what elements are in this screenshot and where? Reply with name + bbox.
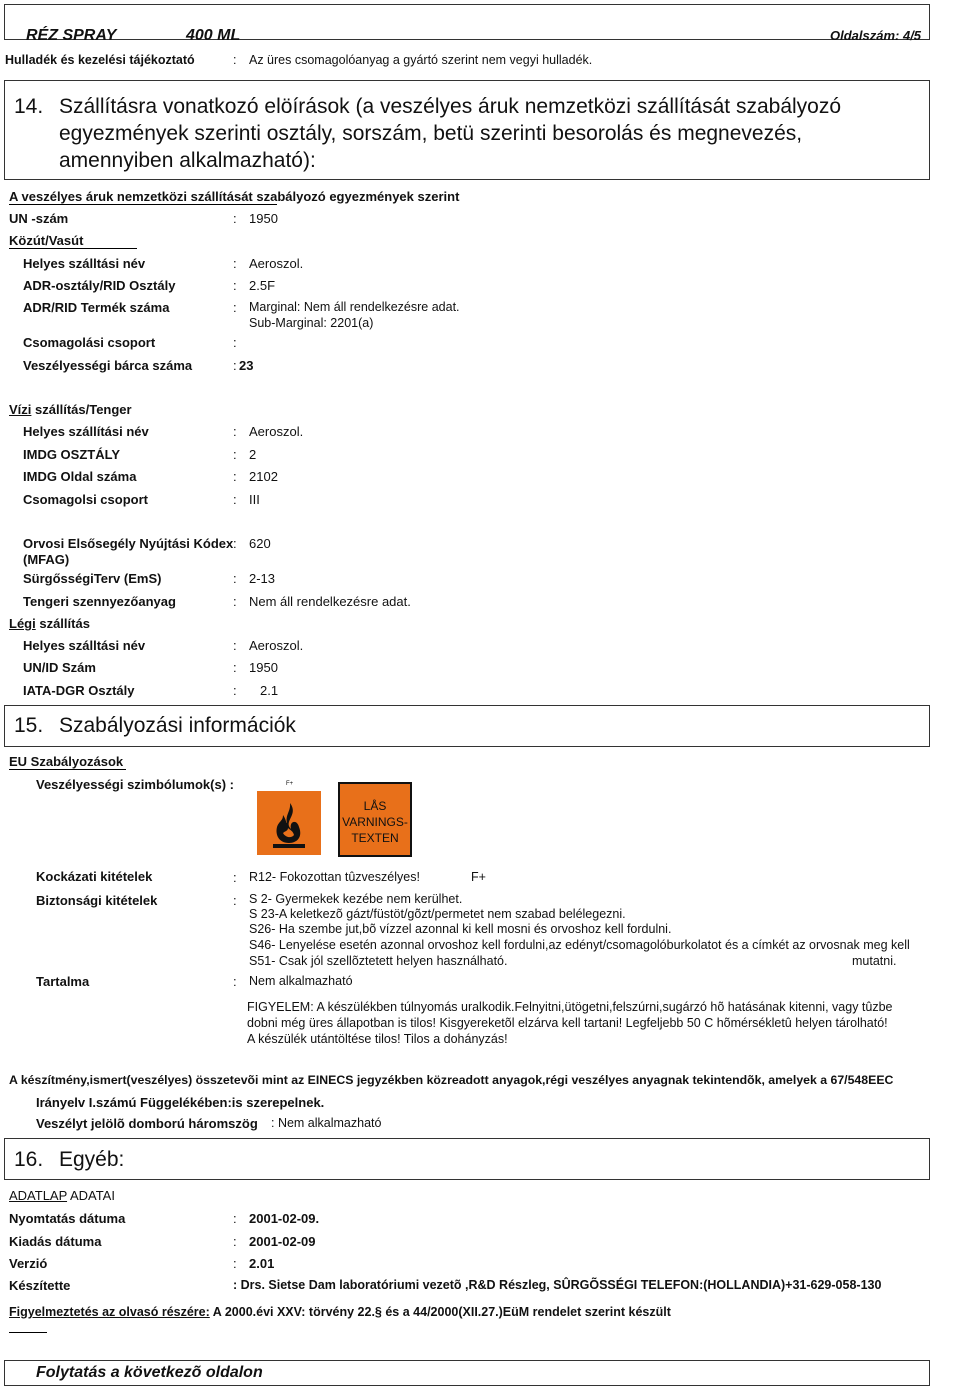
mfag-label-2: (MFAG) xyxy=(23,552,70,567)
air-label-name: Helyes szálltási név xyxy=(23,638,146,653)
colon: : xyxy=(233,660,237,675)
colon: : xyxy=(233,424,237,439)
road-value-submarginal: Sub-Marginal: 2201(a) xyxy=(249,316,374,330)
colon: : xyxy=(233,278,237,293)
sea-label-packing: Csomagolsi csoport xyxy=(23,492,148,507)
triangle-label: Veszélyt jelölõ domború háromszög xyxy=(36,1116,258,1131)
section-15-title: Szabályozási információk xyxy=(59,714,296,737)
version-value: 2.01 xyxy=(249,1256,275,1271)
road-value-marginal: Marginal: Nem áll rendelkezésre adat. xyxy=(249,300,460,314)
risk-label: Kockázati kitételek xyxy=(36,869,153,884)
colon: : xyxy=(233,256,237,271)
warning-label-line2: VARNINGS- xyxy=(342,815,408,829)
data-heading xyxy=(9,1188,115,1203)
warning-label-line3: TEXTEN xyxy=(351,831,399,845)
colon: : xyxy=(233,358,237,373)
short-rule xyxy=(9,1332,47,1333)
colon: : xyxy=(233,492,237,507)
waste-colon: : xyxy=(233,53,237,67)
section-14-intro: A veszélyes áruk nemzetközi szállítását szabályozó egyezmények szerint xyxy=(9,189,460,204)
safety-line-2: S 23-A keletkezõ gázt/füstöt/gõzt/permetet nem szabad belélegezni. xyxy=(249,907,626,921)
content-value: Nem alkalmazható xyxy=(249,974,353,988)
pictogram-code: F+ xyxy=(286,781,294,787)
colon: : xyxy=(233,974,237,989)
intro-underline xyxy=(9,204,277,205)
road-value-class: 2.5F xyxy=(249,278,276,293)
waste-label: Hulladék és kezelési tájékoztató xyxy=(5,53,195,67)
reader-notice-b: A 2000.évi XXV: törvény 22.§ és a 44/2000(XII.27.)EüM rendelet szerint készült xyxy=(209,1305,671,1319)
risk-code: F+ xyxy=(471,870,486,884)
colon: : xyxy=(233,870,237,885)
colon: : xyxy=(233,571,237,586)
safety-line-3: S26- Ha szembe jut,bõ vízzel azonnal ki kell mosni és orvoshoz kell fordulni. xyxy=(249,922,672,936)
safety-label: Biztonsági kitételek xyxy=(36,893,158,908)
sea-label-class: IMDG OSZTÁLY xyxy=(23,447,121,462)
print-date-value: 2001-02-09. xyxy=(249,1211,320,1226)
colon: : xyxy=(233,1256,237,1271)
sea-heading xyxy=(9,402,132,417)
air-label-unid: UN/ID Szám xyxy=(23,660,96,675)
road-heading-underline xyxy=(9,248,137,249)
symbols-label: Veszélyességi szimbólumok(s) : xyxy=(36,777,234,792)
colon: : xyxy=(233,683,237,698)
section-16-title: Egyéb: xyxy=(59,1148,125,1171)
safety-tail: mutatni. xyxy=(852,954,897,968)
safety-line-4: S46- Lenyelése esetén azonnal orvoshoz kell fordulni,az edényt/csomagolóburkolatot és a címkét az orvosnak meg kell xyxy=(249,938,910,952)
sea-value-name: Aeroszol. xyxy=(249,424,304,439)
sea-value-packing: III xyxy=(249,492,260,507)
sea-label-name: Helyes szállítási név xyxy=(23,424,149,439)
un-value: 1950 xyxy=(249,211,278,226)
ems-value: 2-13 xyxy=(249,571,276,586)
author-label: Készítette xyxy=(9,1278,71,1293)
einecs-line-1: A készítmény,ismert(veszélyes) összetevõi mint az EINECS jegyzékben közreadott anyagok,régi veszélyes anyagnak tekintendõk, amelyek a 67/548EEC xyxy=(9,1073,894,1087)
section-14-title-line1: Szállításra vonatkozó elöírások (a veszélyes áruk nemzetközi szállítását szabályozó xyxy=(59,95,842,118)
road-label-packing: Csomagolási csoport xyxy=(23,335,156,350)
eu-heading: EU Szabályozások xyxy=(9,754,124,769)
air-value-iata: 2.1 xyxy=(260,683,279,698)
sea-heading-b: szállítás/Tenger xyxy=(31,402,132,417)
page-number: Oldalszám: 4/5 xyxy=(830,28,922,43)
colon: : xyxy=(233,594,237,609)
warning-label-line1: LÅS xyxy=(363,799,387,813)
colon: : xyxy=(233,335,237,350)
content-label: Tartalma xyxy=(36,974,90,989)
einecs-line-2: Irányelv I.számú Függelékében:is szerepelnek. xyxy=(36,1095,325,1110)
section-14-title-line3: amennyiben alkalmazható): xyxy=(59,149,316,172)
road-label-name: Helyes szálltási név xyxy=(23,256,146,271)
warning-label-box xyxy=(338,782,412,857)
section-16-number: 16. xyxy=(14,1148,44,1171)
road-value-name: Aeroszol. xyxy=(249,256,304,271)
road-label-class: ADR-osztály/RID Osztály xyxy=(23,278,176,293)
issue-date-value: 2001-02-09 xyxy=(249,1234,316,1249)
flame-pictogram xyxy=(253,781,326,857)
sea-value-page: 2102 xyxy=(249,469,278,484)
mfag-label-1: Orvosi Elsősegély Nyújtási Kódex xyxy=(23,536,234,551)
flame-icon xyxy=(253,781,326,857)
colon: : xyxy=(233,893,237,908)
air-heading xyxy=(9,616,90,631)
reader-notice-a: Figyelmeztetés az olvasó részére: xyxy=(9,1305,210,1319)
sea-value-class: 2 xyxy=(249,447,257,462)
data-heading-b: ADATAI xyxy=(67,1188,115,1203)
colon: : xyxy=(233,447,237,462)
air-value-unid: 1950 xyxy=(249,660,278,675)
air-value-name: Aeroszol. xyxy=(249,638,304,653)
author-value: : Drs. Sietse Dam laboratóriumi vezetõ ,R&D Részleg, SÛRGÕSSÉGI TELEFON:(HOLLANDIA)+31-629-058-130 xyxy=(233,1278,882,1292)
warning-line-3: A készülék utántöltése tilos! Tilos a dohányzás! xyxy=(247,1032,508,1046)
section-14-title-line2: egyezmények szerinti osztály, sorszám, betü szerinti besorolás és megnevezés, xyxy=(59,122,803,145)
road-label-product: ADR/RID Termék száma xyxy=(23,300,170,315)
colon: : xyxy=(233,469,237,484)
colon: : xyxy=(233,536,237,551)
sea-heading-a: Vízi xyxy=(9,402,32,417)
marine-label: Tengeri szennyezőanyag xyxy=(23,594,176,609)
continue-text: Folytatás a következõ oldalon xyxy=(36,1364,263,1381)
marine-value: Nem áll rendelkezésre adat. xyxy=(249,594,411,609)
air-heading-b: szállítás xyxy=(35,616,90,631)
colon: : xyxy=(233,638,237,653)
un-label: UN -szám xyxy=(9,211,69,226)
un-colon: : xyxy=(233,211,237,226)
road-label-hazard: Veszélyességi bárca száma xyxy=(23,358,193,373)
triangle-value: : Nem alkalmazható xyxy=(271,1116,382,1130)
data-heading-a: ADATLAP xyxy=(9,1188,68,1203)
issue-date-label: Kiadás dátuma xyxy=(9,1234,102,1249)
version-label: Verzió xyxy=(9,1256,48,1271)
warning-line-1: FIGYELEM: A készülékben túlnyomás uralkodik.Felnyitni,ütögetni,felszúrni,sugárzó hõ hatásának kitenni, vagy tûzbe xyxy=(247,1000,893,1014)
header-box xyxy=(4,4,930,40)
safety-line-1: S 2- Gyermekek kezébe nem kerülhet. xyxy=(249,892,463,906)
section-16-box xyxy=(4,1138,930,1180)
colon: : xyxy=(233,1211,237,1226)
product-name: RÉZ SPRAY xyxy=(26,27,117,44)
section-14-number: 14. xyxy=(14,95,44,118)
ems-label: SürgősségiTerv (EmS) xyxy=(23,571,162,586)
eu-heading-underline xyxy=(9,769,126,770)
safety-line-5: S51- Csak jól szellõztetett helyen használható. xyxy=(249,954,508,968)
colon: : xyxy=(233,300,237,315)
road-value-hazard: 23 xyxy=(239,358,254,373)
mfag-value: 620 xyxy=(249,536,271,551)
print-date-label: Nyomtatás dátuma xyxy=(9,1211,126,1226)
warning-label-text xyxy=(340,798,410,846)
colon: : xyxy=(233,1234,237,1249)
risk-value: R12- Fokozottan tûzveszélyes! xyxy=(249,870,420,884)
product-size: 400 ML xyxy=(186,27,241,44)
air-heading-a: Légi xyxy=(9,616,36,631)
warning-line-2: dobni még üres állapotban is tilos! Kisgyereketõl elzárva kell tartani! Legfeljebb 50 C hõmérsékletû helyen tárolható! xyxy=(247,1016,888,1030)
air-label-iata: IATA-DGR Osztály xyxy=(23,683,135,698)
road-heading: Közút/Vasút xyxy=(9,233,84,248)
waste-value: Az üres csomagolóanyag a gyártó szerint nem vegyi hulladék. xyxy=(249,53,593,67)
sea-label-page: IMDG Oldal száma xyxy=(23,469,137,484)
section-15-number: 15. xyxy=(14,714,44,737)
reader-notice xyxy=(9,1305,671,1319)
